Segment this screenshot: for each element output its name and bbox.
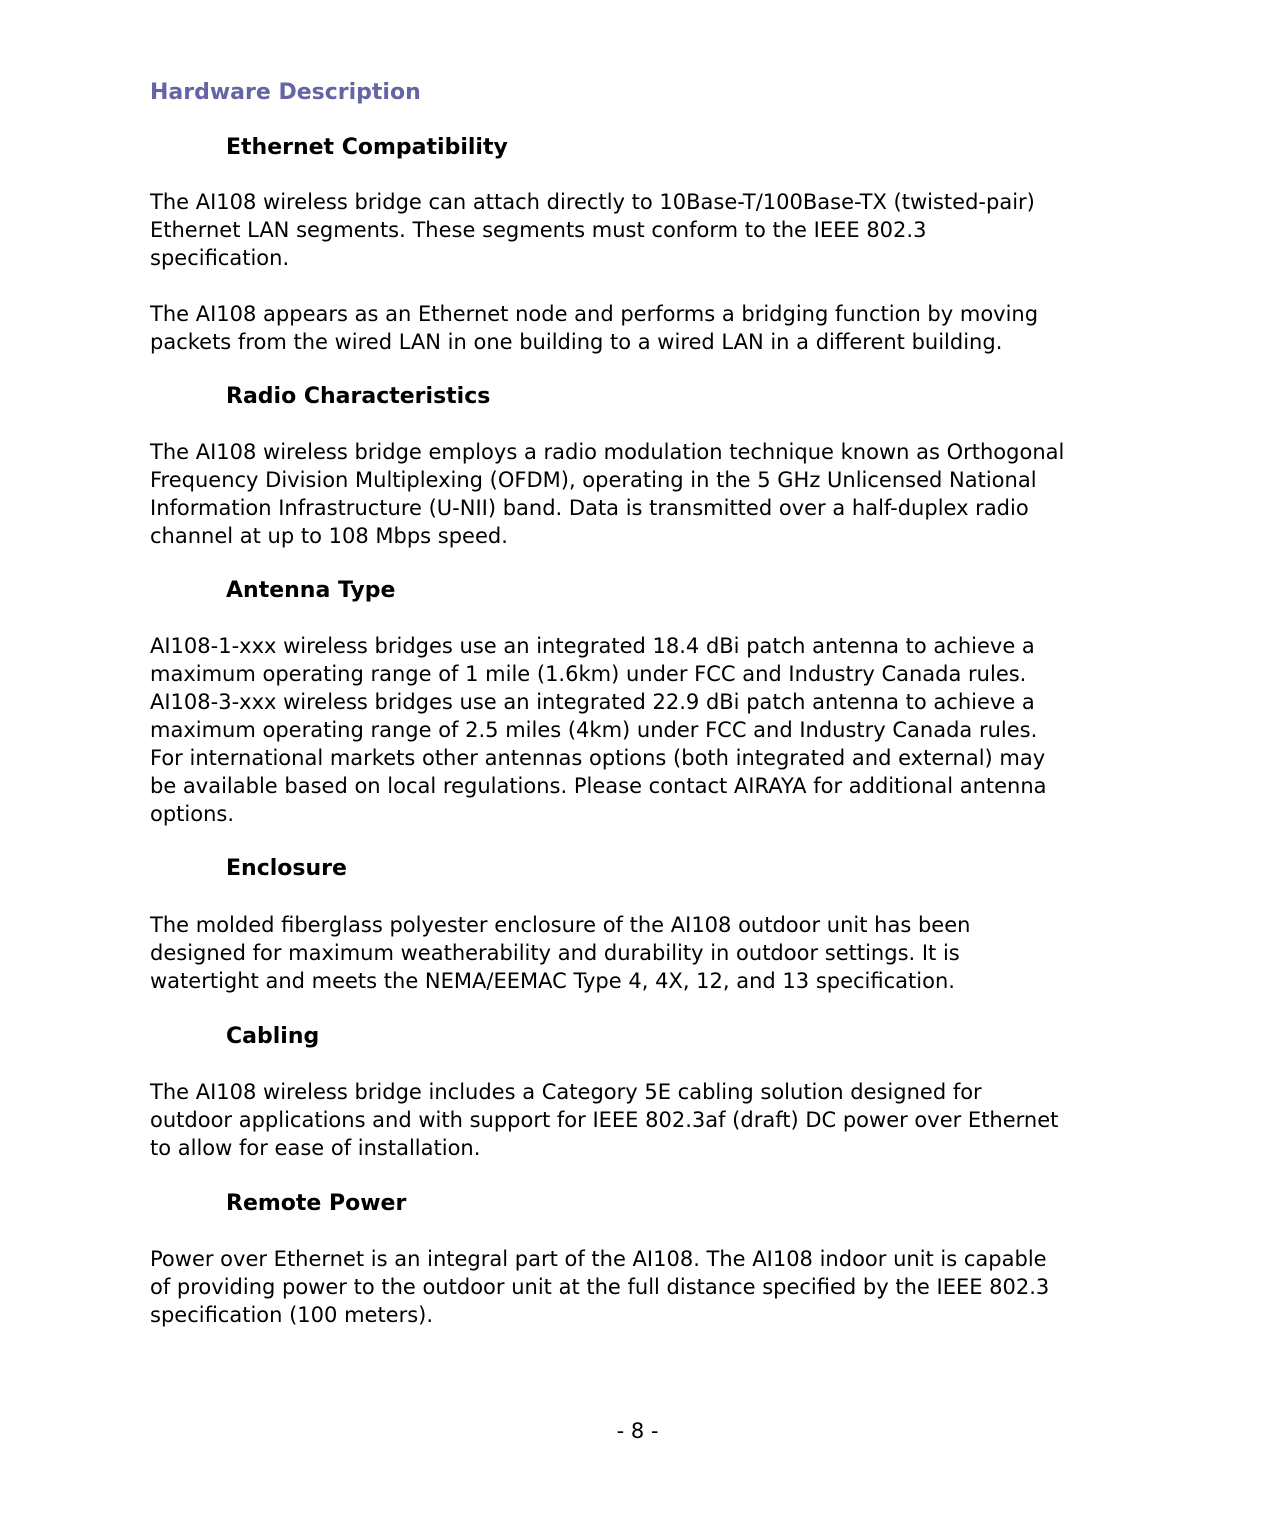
page-number: - 8 -	[616, 1419, 659, 1443]
paragraph-remote-power	[150, 1245, 1049, 1329]
section-title: Hardware Description	[150, 80, 421, 105]
text-line: The AI108 wireless bridge can attach directly to 10Base-T/100Base-TX (twisted-pair)	[150, 190, 1035, 214]
paragraph-cabling	[150, 1078, 1058, 1162]
text-line: outdoor applications and with support for IEEE 802.3af (draft) DC power over Ethernet	[150, 1108, 1059, 1132]
heading-cabling: Cabling	[226, 1024, 320, 1049]
paragraph-radio	[150, 438, 1064, 550]
text-line: designed for maximum weatherability and durability in outdoor settings. It is	[150, 941, 960, 965]
text-line: packets from the wired LAN in one building to a wired LAN in a different building.	[150, 330, 1003, 354]
text-line: of providing power to the outdoor unit at the full distance specified by the IEEE 802.3	[150, 1275, 1050, 1299]
text-line: AI108-1-xxx wireless bridges use an integrated 18.4 dBi patch antenna to achieve a	[150, 634, 1035, 658]
text-line: Frequency Division Multiplexing (OFDM), operating in the 5 GHz Unlicensed National	[150, 468, 1037, 492]
paragraph-enclosure	[150, 911, 970, 995]
paragraph-antenna	[150, 632, 1047, 828]
text-line: Information Infrastructure (U-NII) band. Data is transmitted over a half-duplex radio	[150, 496, 1029, 520]
text-line: options.	[150, 802, 235, 826]
paragraph-ethernet-node	[150, 300, 1038, 356]
text-line: watertight and meets the NEMA/EEMAC Type 4, 4X, 12, and 13 specification.	[150, 969, 955, 993]
text-line: The AI108 wireless bridge employs a radio modulation technique known as Orthogonal	[150, 440, 1065, 464]
text-line: be available based on local regulations. Please contact AIRAYA for additional antenna	[150, 774, 1047, 798]
text-line: The AI108 wireless bridge includes a Category 5E cabling solution designed for	[150, 1080, 982, 1104]
text-line: Power over Ethernet is an integral part of the AI108. The AI108 indoor unit is capable	[150, 1247, 1047, 1271]
text-line: AI108-3-xxx wireless bridges use an integrated 22.9 dBi patch antenna to achieve a	[150, 690, 1035, 714]
text-line: maximum operating range of 2.5 miles (4km) under FCC and Industry Canada rules.	[150, 718, 1038, 742]
text-line: channel at up to 108 Mbps speed.	[150, 524, 508, 548]
text-line: The AI108 appears as an Ethernet node and performs a bridging function by moving	[150, 302, 1039, 326]
text-line: to allow for ease of installation.	[150, 1136, 481, 1160]
heading-remote-power: Remote Power	[226, 1191, 407, 1216]
text-line: The molded fiberglass polyester enclosure of the AI108 outdoor unit has been	[150, 913, 971, 937]
heading-radio-characteristics: Radio Characteristics	[226, 384, 491, 409]
paragraph-ethernet-attach	[150, 188, 1035, 272]
heading-ethernet-compatibility: Ethernet Compatibility	[226, 135, 508, 160]
heading-enclosure: Enclosure	[226, 856, 347, 881]
text-line: For international markets other antennas options (both integrated and external) may	[150, 746, 1046, 770]
text-line: maximum operating range of 1 mile (1.6km) under FCC and Industry Canada rules.	[150, 662, 1027, 686]
text-line: Ethernet LAN segments. These segments must conform to the IEEE 802.3	[150, 218, 927, 242]
heading-antenna-type: Antenna Type	[226, 578, 396, 603]
text-line: specification.	[150, 246, 290, 270]
text-line: specification (100 meters).	[150, 1303, 434, 1327]
